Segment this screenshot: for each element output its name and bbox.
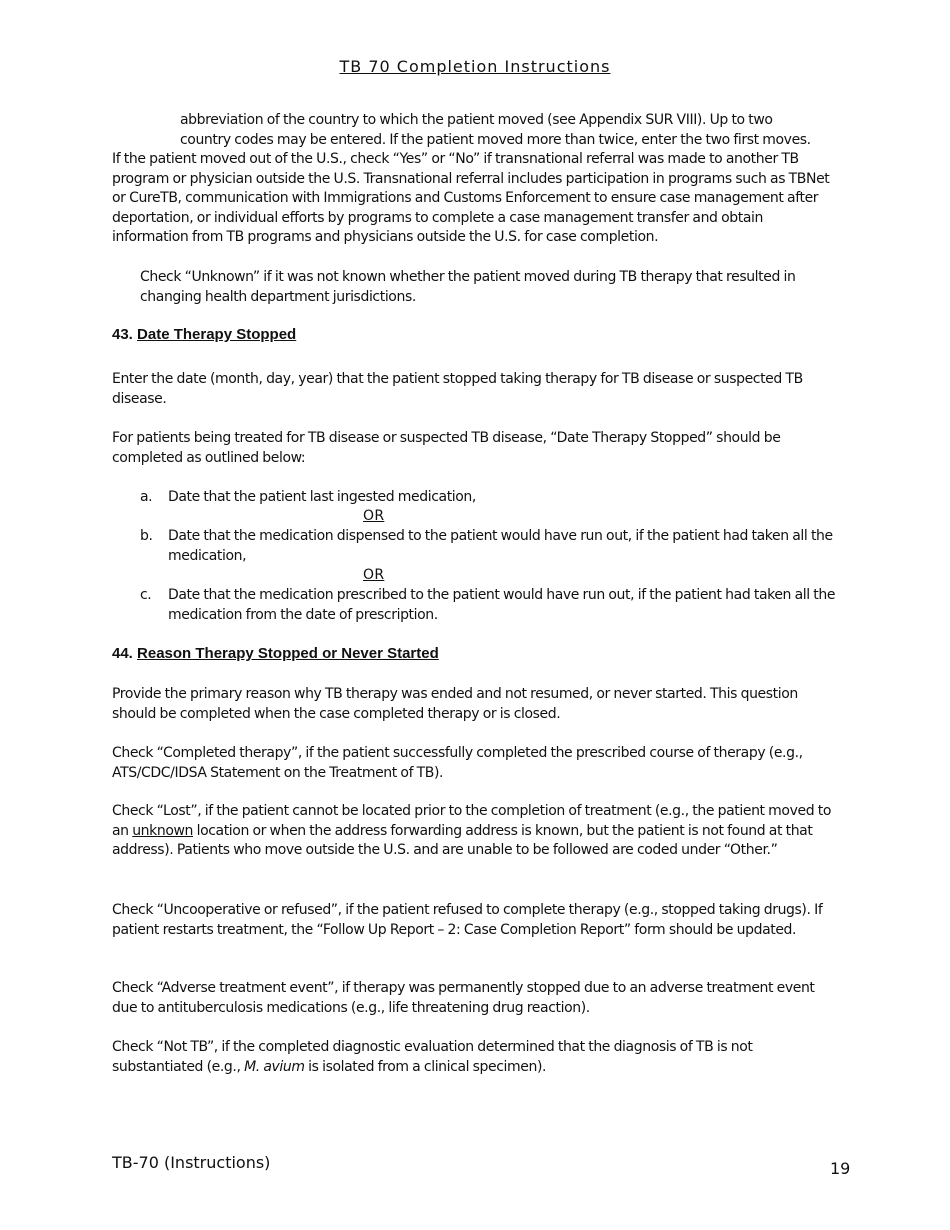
section-44-heading	[112, 645, 439, 662]
section-43-heading	[112, 326, 296, 343]
transnational-referral-paragraph: If the patient moved out of the U.S., check “Yes” or “No” if transnational referral was made to another TB program or physician outside the U.S. Transnational referral includes participation in programs such as TBNet or CureTB, communication with Immigrations and Customs Enforcement to ensure case management after deportation, or individual efforts by programs to complete a case management transfer and obtain information from TB programs and physicians outside the U.S. for case completion.	[112, 151, 830, 246]
section-43-title: Date Therapy Stopped	[137, 326, 297, 343]
lost-paragraph	[112, 802, 842, 861]
page-header-title: TB 70 Completion Instructions	[339, 57, 611, 76]
uncooperative-paragraph: Check “Uncooperative or refused”, if the patient refused to complete therapy (e.g., stopped taking drugs). If patient restarts treatment, the “Follow Up Report – 2: Case Completion Report” form should be updated.	[112, 902, 823, 938]
not-tb-text-b: is isolated from a clinical specimen).	[304, 1058, 547, 1075]
continued-line-2: country codes may be entered. If the patient moved more than twice, enter the two first moves.	[180, 132, 811, 148]
continued-line-1: abbreviation of the country to which the patient moved (see Appendix SUR VIII). Up to two	[180, 112, 773, 128]
or-separator: OR	[363, 508, 385, 524]
list-marker: a.	[140, 489, 153, 505]
lost-text-a: Check “Lost”, if the patient cannot be located prior to the completion of treatment (e.g., the patient moved to an	[112, 803, 831, 839]
section-44-number: 44.	[112, 645, 133, 662]
not-tb-text-a: Check “Not TB”, if the completed diagnostic evaluation determined that the diagnosis of TB is not substantiated (e.g.,	[112, 1039, 753, 1075]
adverse-event-paragraph: Check “Adverse treatment event”, if therapy was permanently stopped due to an adverse treatment event due to antituberculosis medications (e.g., life threatening drug reaction).	[112, 980, 815, 1016]
or-separator: OR	[363, 567, 385, 583]
list-text: Date that the medication prescribed to the patient would have run out, if the patient had taken all the medication from the date of prescription.	[168, 587, 836, 623]
not-tb-paragraph	[112, 1038, 842, 1077]
completed-therapy-paragraph: Check “Completed therapy”, if the patient successfully completed the prescribed course of therapy (e.g., ATS/CDC/IDSA Statement on the Treatment of TB).	[112, 745, 803, 781]
section-43-paragraph-2: For patients being treated for TB disease or suspected TB disease, “Date Therapy Stopped” should be completed as outlined below:	[112, 430, 781, 466]
section-44-title: Reason Therapy Stopped or Never Started	[137, 645, 439, 662]
list-text: Date that the medication dispensed to the patient would have run out, if the patient had taken all the medication,	[168, 528, 833, 564]
page-number: 19	[830, 1159, 851, 1178]
list-text: Date that the patient last ingested medication,	[168, 489, 476, 505]
unknown-moved-paragraph: Check “Unknown” if it was not known whether the patient moved during TB therapy that resulted in changing health department jurisdictions.	[140, 269, 796, 305]
list-marker: c.	[140, 587, 152, 603]
footer-form-label: TB-70 (Instructions)	[112, 1153, 271, 1172]
not-tb-organism: M. avium	[244, 1058, 305, 1075]
lost-unknown-word: unknown	[132, 822, 194, 839]
list-marker: b.	[140, 528, 153, 544]
lost-text-b: location or when the address forwarding address is known, but the patient is not found at that address). Patients who move outside the U.S. and are unable to be followed are coded under “Other.”	[112, 822, 813, 859]
section-43-number: 43.	[112, 326, 133, 343]
section-44-paragraph-1: Provide the primary reason why TB therapy was ended and not resumed, or never started. This question should be completed when the case completed therapy or is closed.	[112, 686, 798, 722]
section-43-paragraph-1: Enter the date (month, day, year) that the patient stopped taking therapy for TB disease or suspected TB disease.	[112, 371, 803, 407]
